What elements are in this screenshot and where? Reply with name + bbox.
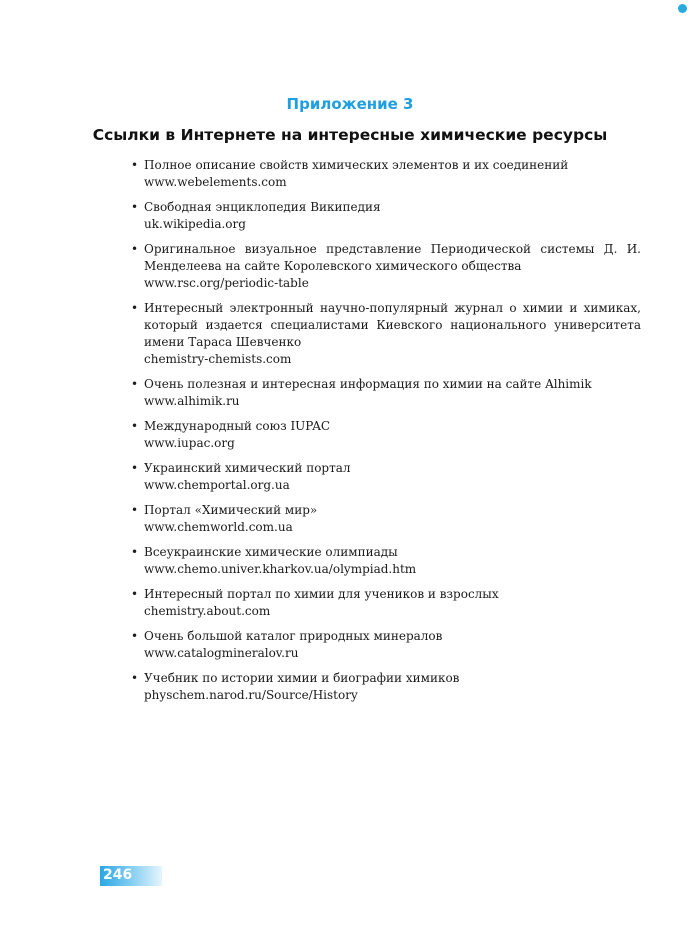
- resource-description: Очень большой каталог природных минералов: [144, 629, 443, 643]
- page-number-badge: [100, 866, 162, 886]
- resource-url: www.rsc.org/periodic-table: [144, 276, 309, 290]
- bullet-icon: •: [131, 671, 139, 685]
- list-item: [131, 586, 641, 620]
- resource-description: Свободная энциклопедия Википедия: [144, 200, 381, 214]
- resource-url: physchem.narod.ru/Source/History: [144, 688, 358, 702]
- resource-url: www.chemo.univer.kharkov.ua/olympiad.htm: [144, 562, 417, 576]
- page-number: 246: [103, 867, 133, 883]
- resource-description: Учебник по истории химии и биографии химиков: [144, 671, 460, 685]
- bullet-icon: •: [131, 158, 139, 172]
- resource-description: Украинский химический портал: [144, 461, 351, 475]
- resource-description: Портал «Химический мир»: [144, 503, 318, 517]
- bullet-icon: •: [131, 301, 139, 315]
- list-item: [131, 157, 641, 191]
- list-item: [131, 199, 641, 233]
- resource-description: Международный союз IUPAC: [144, 419, 331, 433]
- bullet-icon: •: [131, 377, 139, 391]
- logo-icon: [678, 4, 687, 13]
- list-item: [131, 418, 641, 452]
- bullet-icon: •: [131, 200, 139, 214]
- resource-url: uk.wikipedia.org: [144, 217, 246, 231]
- resource-description: Интересный электронный научно-популярный журнал о химии и химиках, который издается специалистами Киевского национального университета имени Тараса Шевченко: [144, 301, 641, 349]
- resource-url: www.webelements.com: [144, 175, 287, 189]
- list-item: [131, 241, 641, 292]
- publisher-logo: [678, 4, 690, 13]
- resource-url: www.alhimik.ru: [144, 394, 240, 408]
- resource-list: [131, 157, 641, 712]
- bullet-icon: •: [131, 419, 139, 433]
- resource-description: Оригинальное визуальное представление Периодической системы Д. И. Менделеева на сайте Королевского химического общества: [144, 242, 641, 273]
- bullet-icon: •: [131, 242, 139, 256]
- resource-description: Всеукраинские химические олимпиады: [144, 545, 398, 559]
- resource-url: chemistry.about.com: [144, 604, 271, 618]
- list-item: [131, 376, 641, 410]
- resource-description: Очень полезная и интересная информация по химии на сайте Alhimik: [144, 377, 592, 391]
- resource-url: chemistry-chemists.com: [144, 352, 292, 366]
- resource-description: Интересный портал по химии для учеников и взрослых: [144, 587, 499, 601]
- bullet-icon: •: [131, 587, 139, 601]
- list-item: [131, 670, 641, 704]
- appendix-title: Приложение 3: [286, 95, 414, 113]
- resource-url: www.catalogmineralov.ru: [144, 646, 299, 660]
- list-item: [131, 300, 641, 368]
- list-item: [131, 460, 641, 494]
- bullet-icon: •: [131, 461, 139, 475]
- list-item: [131, 502, 641, 536]
- bullet-icon: •: [131, 503, 139, 517]
- bullet-icon: •: [131, 545, 139, 559]
- resource-url: www.iupac.org: [144, 436, 235, 450]
- bullet-icon: •: [131, 629, 139, 643]
- list-item: [131, 628, 641, 662]
- resource-description: Полное описание свойств химических элементов и их соединений: [144, 158, 569, 172]
- resource-url: www.chemportal.org.ua: [144, 478, 290, 492]
- section-title: Ссылки в Интернете на интересные химические ресурсы: [92, 126, 608, 144]
- resource-url: www.chemworld.com.ua: [144, 520, 293, 534]
- list-item: [131, 544, 641, 578]
